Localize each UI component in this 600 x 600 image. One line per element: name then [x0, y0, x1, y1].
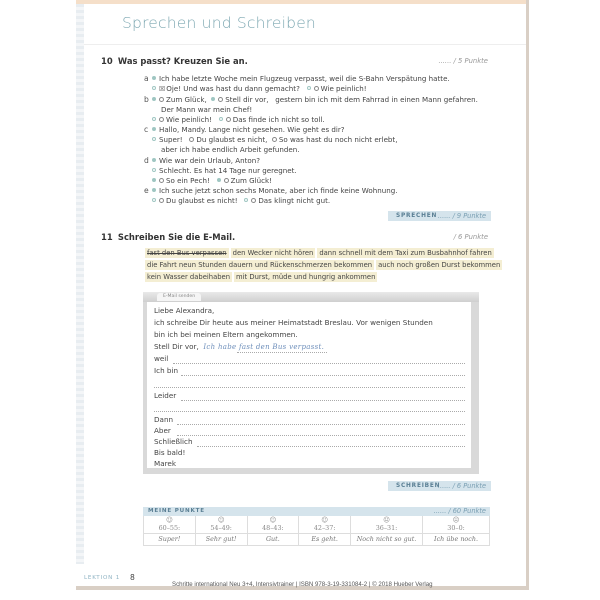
chip-row [145, 248, 490, 259]
dialog-line: Ich suche jetzt schon sechs Monate, aber ich finde keine Wohnung. [152, 186, 397, 195]
email-line: ich schreibe Dir heute aus meiner Heimatstadt Breslau. Vor wenigen Stunden [154, 318, 433, 327]
answer-line[interactable] [181, 375, 465, 376]
email-send-tab[interactable]: E-Mail senden [157, 293, 201, 301]
task-title: Schreiben Sie die E-Mail. [117, 232, 236, 242]
prompt-schliesslich: Schließlich [154, 437, 193, 446]
email-title-bar [143, 292, 479, 302]
item-letter-b: b [144, 95, 149, 104]
prompt-aber: Aber [154, 426, 171, 435]
speaker-a-icon [152, 188, 156, 192]
speaker-b-icon [244, 198, 248, 202]
email-line: bin ich bei meinen Eltern angekommen. [154, 330, 298, 339]
answer-line[interactable] [177, 435, 465, 436]
score-table [143, 507, 490, 546]
phrase-chip: den Wecker nicht hören [232, 249, 314, 257]
email-signature: Marek [154, 459, 176, 468]
score-column: ☺ 48–43: Gut. [248, 516, 300, 546]
checkbox-icon[interactable] [272, 137, 277, 142]
answer-line[interactable] [154, 387, 465, 388]
unsure-face-icon: ☹ [383, 516, 390, 524]
checkbox-icon[interactable] [189, 137, 194, 142]
speaker-a-icon [152, 76, 156, 80]
score-table-grid [143, 516, 490, 546]
page-title: Sprechen und Schreiben [122, 14, 316, 32]
schreiben-score-badge: SCHREIBEN ...... / 6 Punkte [388, 481, 491, 491]
speaker-a-icon [211, 97, 215, 101]
answer-line[interactable] [177, 424, 465, 425]
speaker-a-icon [152, 178, 156, 182]
checkbox-icon[interactable] [159, 178, 164, 183]
answer-line[interactable] [181, 400, 465, 401]
speaker-b-icon [152, 86, 156, 90]
speaker-a-icon [217, 178, 221, 182]
answer-line[interactable] [173, 363, 465, 364]
item-letter-c: c [144, 125, 149, 134]
task-10-heading [101, 56, 248, 66]
dialog-line: Hallo, Mandy. Lange nicht gesehen. Wie geht es dir? [152, 125, 345, 134]
score-column: ☺ 42–37: Es geht. [299, 516, 351, 546]
page-edge-stripe [76, 4, 84, 564]
speaker-b-icon [152, 117, 156, 121]
checkbox-icon[interactable] [159, 117, 164, 122]
prompt-leider: Leider [154, 391, 177, 400]
task-11-heading [101, 232, 235, 242]
item-letter-a: a [144, 74, 149, 83]
task-title: Was passt? Kreuzen Sie an. [117, 56, 248, 66]
neutral-face-icon: ☺ [321, 516, 329, 524]
phrase-chip: die Fahrt neun Stunden dauern und Rückenschmerzen bekommen [147, 261, 373, 269]
prompt-weil: weil [154, 354, 169, 363]
email-body [147, 302, 471, 468]
checkbox-icon[interactable] [314, 86, 319, 91]
speaker-b-icon [152, 198, 156, 202]
score-column: ☺ 60–55: Super! [144, 516, 196, 546]
checkbox-icon[interactable] [226, 117, 231, 122]
dialog-line: Zum Glück, Stell dir vor, gestern bin ich mit dem Fahrrad in einen Mann gefahren. [152, 95, 478, 104]
dialog-line: Wie peinlich! Das finde ich nicht so toll. [152, 115, 325, 124]
phrase-chip: kein Wasser dabeihaben [147, 273, 231, 281]
chip-row [145, 260, 501, 271]
happy-face-icon: ☺ [217, 516, 225, 524]
score-table-header: MEINE PUNKTE ...... / 60 Punkte [143, 507, 490, 516]
lesson-label: LEKTION 1 [84, 575, 121, 581]
dialog-line: Schlecht. Es hat 14 Tage nur geregnet. [152, 166, 297, 175]
checkbox-icon[interactable] [224, 178, 229, 183]
score-column: ☹ 36–31: Noch nicht so gut. [351, 516, 423, 546]
very-happy-face-icon: ☺ [165, 516, 173, 524]
answer-line[interactable] [154, 411, 465, 412]
task-number: 10 [101, 56, 113, 66]
phrase-chip: auch noch großen Durst bekommen [378, 261, 501, 269]
speaker-b-icon [307, 86, 311, 90]
email-window [143, 292, 479, 474]
speaker-a-icon [152, 127, 156, 131]
checkbox-icon[interactable] [159, 97, 164, 102]
dialog-line: Der Mann war mein Chef! [161, 105, 253, 114]
title-divider [84, 44, 526, 45]
speaker-b-icon [219, 117, 223, 121]
dialog-line: So ein Pech! Zum Glück! [152, 176, 272, 185]
checkbox-icon[interactable] [159, 198, 164, 203]
speaker-a-icon [152, 97, 156, 101]
score-column: ☺ 54–49: Sehr gut! [196, 516, 248, 546]
dialog-line: aber ich habe endlich Arbeit gefunden. [161, 145, 300, 154]
answer-line [237, 352, 327, 353]
dialog-line: Wie war dein Urlaub, Anton? [152, 156, 260, 165]
speaker-a-icon [152, 158, 156, 162]
phrase-chip: dann schnell mit dem Taxi zum Busbahnhof fahren [319, 249, 492, 257]
email-closing: Bis bald! [154, 448, 186, 457]
prompt-ich-bin: Ich bin [154, 366, 179, 375]
task-11-points: / 6 Punkte [453, 233, 488, 241]
sad-face-icon: ☹ [452, 516, 460, 524]
copyright-line: Schritte international Neu 3+4, Intensivtrainer | ISBN 978-3-19-331084-2 | © 2018 Hueber Verlag [172, 581, 433, 588]
phrase-chips [145, 248, 501, 284]
email-line: Stell Dir vor, Ich habe fast den Bus verpasst. [154, 342, 325, 351]
dialog-line: Du glaubst es nicht! Das klingt nicht gut. [152, 196, 330, 205]
checkbox-checked-icon[interactable]: ☒ [159, 85, 166, 93]
chip-row [145, 272, 490, 283]
page-number: 8 [130, 573, 135, 582]
dialog-line: ☒Oje! Und was hast du dann gemacht? Wie peinlich! [152, 84, 367, 94]
item-letter-e: e [144, 186, 149, 195]
checkbox-icon[interactable] [251, 198, 256, 203]
prompt-dann: Dann [154, 415, 174, 424]
checkbox-icon[interactable] [218, 97, 223, 102]
email-greeting: Liebe Alexandra, [154, 306, 215, 315]
smile-face-icon: ☺ [269, 516, 277, 524]
sprechen-score-badge: SPRECHEN ...... / 9 Punkte [388, 211, 491, 221]
answer-line[interactable] [197, 446, 465, 447]
speaker-b-icon [152, 137, 156, 141]
phrase-chip-used: fast den Bus verpassen [147, 249, 227, 257]
dialog-line: Super! Du glaubst es nicht, So was hast du noch nicht erlebt, [152, 135, 397, 144]
dialog-line: Ich habe letzte Woche mein Flugzeug verpasst, weil die S-Bahn Verspätung hatte. [152, 74, 450, 83]
score-column: ☹ 30–0: Ich übe noch. [423, 516, 490, 546]
speaker-b-icon [152, 168, 156, 172]
task-10-points: ...... / 5 Punkte [438, 57, 488, 65]
handwritten-answer: Ich habe fast den Bus verpasst. [203, 343, 325, 351]
task-number: 11 [101, 232, 113, 242]
item-letter-d: d [144, 156, 149, 165]
phrase-chip: mit Durst, müde und hungrig ankommen [236, 273, 376, 281]
